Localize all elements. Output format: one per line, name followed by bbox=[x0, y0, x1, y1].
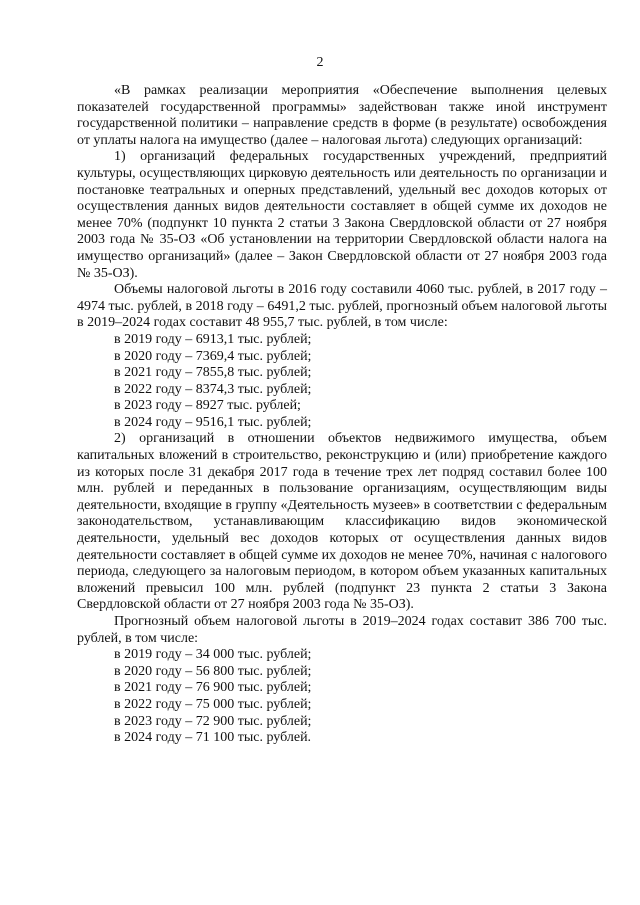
list-item: в 2023 году – 8927 тыс. рублей; bbox=[114, 398, 301, 414]
clause-1-paragraph: 1) организаций федеральных государственных учреждений, предприятий культуры, осуществляющих цирковую деятельность или деятельность по организации и постановке театральных и оперных представлений, удельный вес доходов которых от осуществления данных видов деятельности составляет в общей сумме их доходов не менее 70% (подпункт 10 пункта 2 статьи 3 Закона Свердловской области от 27 ноября 2003 года № 35-ОЗ «Об установлении на территории Свердловской области налога на имущество организаций» (далее – Закон Свердловской области от 27 ноября 2003 года № 35-ОЗ). bbox=[77, 149, 607, 281]
page-number: 2 bbox=[316, 55, 324, 70]
forecast-paragraph: Прогнозный объем налоговой льготы в 2019–2024 годах составит 386 700 тыс. рублей, в том числе: bbox=[77, 614, 607, 646]
clause-2-paragraph: 2) организаций в отношении объектов недвижимого имущества, объем капитальных вложений в строительство, реконструкцию и (или) приобретение каждого из которых после 31 декабря 2017 года в течение трех лет подряд составил более 100 млн. рублей и переданных в пользование организациям, осуществляющим виды деятельности, входящие в группу «Деятельность музеев» в соответствии с федеральным законодательством, устанавливающим классификацию видов экономической деятельности, удельный вес доходов которых от осуществления данных видов деятельности составляет в общей сумме их доходов не менее 70%, начиная с налогового периода, следующего за налоговым периодом, в котором объем указанных капитальных вложений превысил 100 млн. рублей (подпункт 23 пункта 2 статьи 3 Закона Свердловской области от 27 ноября 2003 года № 35-ОЗ). bbox=[77, 431, 607, 613]
list-item: в 2021 году – 76 900 тыс. рублей; bbox=[114, 680, 312, 696]
benefit-volume-paragraph: Объемы налоговой льготы в 2016 году составили 4060 тыс. рублей, в 2017 году – 4974 тыс. рублей, в 2018 году – 6491,2 тыс. рублей, прогнозный объем налоговой льготы в 2019–2024 годах составит 48 955,7 тыс. рублей, в том числе: bbox=[77, 282, 607, 331]
document-body bbox=[77, 83, 607, 747]
list-item: в 2019 году – 34 000 тыс. рублей; bbox=[114, 647, 312, 663]
list-item: в 2022 году – 75 000 тыс. рублей; bbox=[114, 696, 312, 712]
list-item: в 2023 году – 72 900 тыс. рублей; bbox=[114, 713, 312, 729]
list-item: в 2020 году – 7369,4 тыс. рублей; bbox=[114, 348, 312, 364]
list-item: в 2022 году – 8374,3 тыс. рублей; bbox=[114, 381, 312, 397]
list-item: в 2024 году – 71 100 тыс. рублей. bbox=[114, 730, 312, 746]
intro-paragraph: «В рамках реализации мероприятия «Обеспечение выполнения целевых показателей государственной программы» задействован также иной инструмент государственной политики – направление средств в форме (в результате) освобождения от уплаты налога на имущество (далее – налоговая льгота) следующих организаций: bbox=[77, 83, 607, 148]
list-item: в 2021 году – 7855,8 тыс. рублей; bbox=[114, 365, 312, 381]
list-item: в 2019 году – 6913,1 тыс. рублей; bbox=[114, 331, 312, 347]
list-item: в 2024 году – 9516,1 тыс. рублей; bbox=[114, 414, 312, 430]
list-item: в 2020 году – 56 800 тыс. рублей; bbox=[114, 663, 312, 679]
